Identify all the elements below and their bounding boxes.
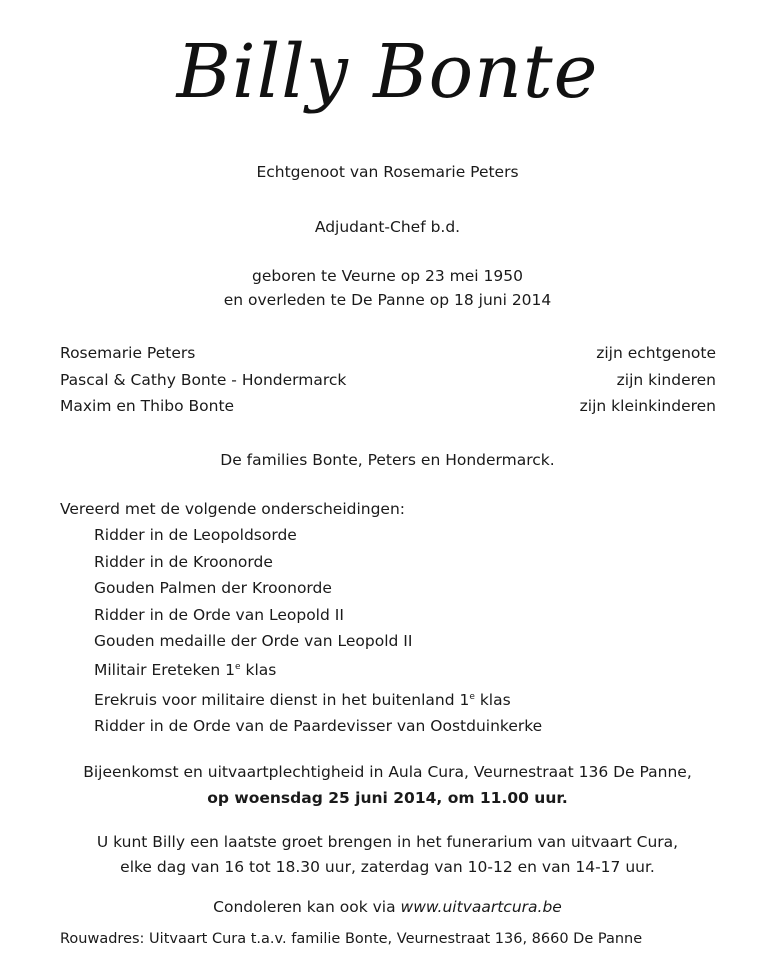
birth-line: geboren te Veurne op 23 mei 1950 xyxy=(252,267,523,285)
family-row xyxy=(60,340,716,367)
death-line: en overleden te De Panne op 18 juni 2014 xyxy=(223,291,552,309)
family-member-relation: zijn echtgenote xyxy=(596,344,716,362)
family-member-relation: zijn kinderen xyxy=(616,370,716,389)
condolence-line xyxy=(0,895,775,919)
rank-line: Adjudant-Chef b.d. xyxy=(314,218,461,236)
family-member-relation: zijn kleinkinderen xyxy=(579,397,716,415)
honors-intro: Vereerd met de volgende onderscheidingen: xyxy=(60,500,406,518)
family-row xyxy=(60,393,716,420)
honors-list xyxy=(60,522,740,739)
honor-item: Ridder in de Kroonorde xyxy=(94,552,273,571)
family-member-name: Pascal & Cathy Bonte - Hondermarck xyxy=(60,370,347,389)
honors-section xyxy=(60,496,740,740)
families-line: De families Bonte, Peters en Hondermarck. xyxy=(220,451,555,469)
honor-item: Gouden Palmen der Kroonorde xyxy=(94,579,332,598)
family-member-name: Maxim en Thibo Bonte xyxy=(60,397,235,415)
ceremony-line-2: op woensdag 25 juni 2014, om 11.00 uur. xyxy=(207,789,568,807)
spouse-line: Echtgenoot van Rosemarie Peters xyxy=(256,163,519,181)
ceremony-line-1: Bijeenkomst en uitvaartplechtigheid in Aula Cura, Veurnestraat 136 De Panne, xyxy=(83,763,692,781)
deceased-name: Billy Bonte xyxy=(176,29,599,115)
honor-item: Ridder in de Orde van de Paardevisser van Oostduinkerke xyxy=(94,717,543,736)
family-list xyxy=(60,340,716,420)
honor-item: Gouden medaille der Orde van Leopold II xyxy=(94,632,413,651)
family-member-name: Rosemarie Peters xyxy=(60,344,196,362)
farewell-line-1: U kunt Billy een laatste groet brengen in het funerarium van uitvaart Cura, xyxy=(96,833,679,851)
condolence-prefix: Condoleren kan ook via xyxy=(213,898,401,916)
address-line: Rouwadres: Uitvaart Cura t.a.v. familie Bonte, Veurnestraat 136, 8660 De Panne xyxy=(60,931,643,947)
honor-item: Erekruis voor militaire dienst in het buitenland 1e klas xyxy=(94,690,511,709)
honor-item: Militair Ereteken 1e klas xyxy=(94,661,277,680)
family-row xyxy=(60,367,716,394)
honor-item: Ridder in de Leopoldsorde xyxy=(94,526,297,545)
condolence-url[interactable]: www.uitvaartcura.be xyxy=(400,898,562,916)
honor-item: Ridder in de Orde van Leopold II xyxy=(94,605,344,624)
farewell-line-2: elke dag van 16 tot 18.30 uur, zaterdag van 10-12 en van 14-17 uur. xyxy=(120,858,655,876)
